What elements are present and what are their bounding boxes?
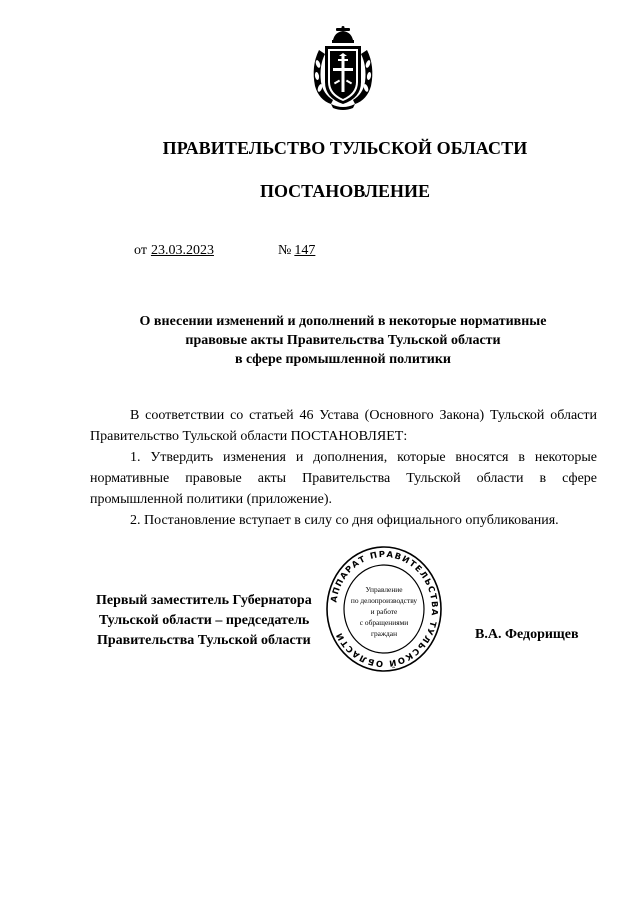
signer-name: В.А. Федорищев — [475, 627, 579, 642]
stamp-text: Управление — [365, 585, 403, 594]
signer-title — [96, 591, 346, 651]
document-subject — [80, 312, 606, 369]
subject-line: в сфере промышленной политики — [234, 352, 451, 367]
signer-title-line: Правительства Тульской области — [97, 633, 311, 648]
document-date: 23.03.2023 — [150, 243, 214, 258]
government-title: ПРАВИТЕЛЬСТВО ТУЛЬСКОЙ ОБЛАСТИ — [162, 138, 528, 158]
date-line — [134, 243, 214, 259]
document-type: ПОСТАНОВЛЕНИЕ — [259, 181, 431, 201]
stamp-ring-text: АППАРАТ ПРАВИТЕЛЬСТВА ТУЛЬСКОЙ ОБЛАСТИ — [328, 548, 441, 670]
stamp-text: граждан — [370, 629, 398, 638]
document-body — [90, 405, 597, 531]
body-paragraph: 1. Утвердить изменения и дополнения, которые вносятся в некоторые нормативные правовые акты Правительства Тульской области в сфере промышленной политики (приложение). — [90, 450, 597, 507]
signer-title-line: Первый заместитель Губернатора — [96, 593, 312, 608]
date-prefix: от — [134, 243, 147, 258]
number-sign: № — [278, 243, 292, 258]
stamp-text: по делопроизводству — [350, 596, 418, 605]
stamp-text: и работе — [370, 607, 398, 616]
subject-line: правовые акты Правительства Тульской области — [185, 333, 501, 348]
subject-line: О внесении изменений и дополнений в некоторые нормативные — [139, 314, 547, 329]
stamp-text: с обращениями — [359, 618, 409, 627]
body-paragraph: 2. Постановление вступает в силу со дня официального опубликования. — [130, 513, 559, 528]
official-stamp — [325, 544, 443, 674]
body-paragraph: В соответствии со статьей 46 Устава (Основного Закона) Тульской области Правительство Тульской области ПОСТАНОВЛЯЕТ: — [90, 408, 597, 444]
signer-title-line: Тульской области – председатель — [99, 613, 310, 628]
number-line — [278, 243, 315, 259]
coat-of-arms-emblem — [309, 26, 377, 110]
document-number: 147 — [294, 243, 316, 258]
